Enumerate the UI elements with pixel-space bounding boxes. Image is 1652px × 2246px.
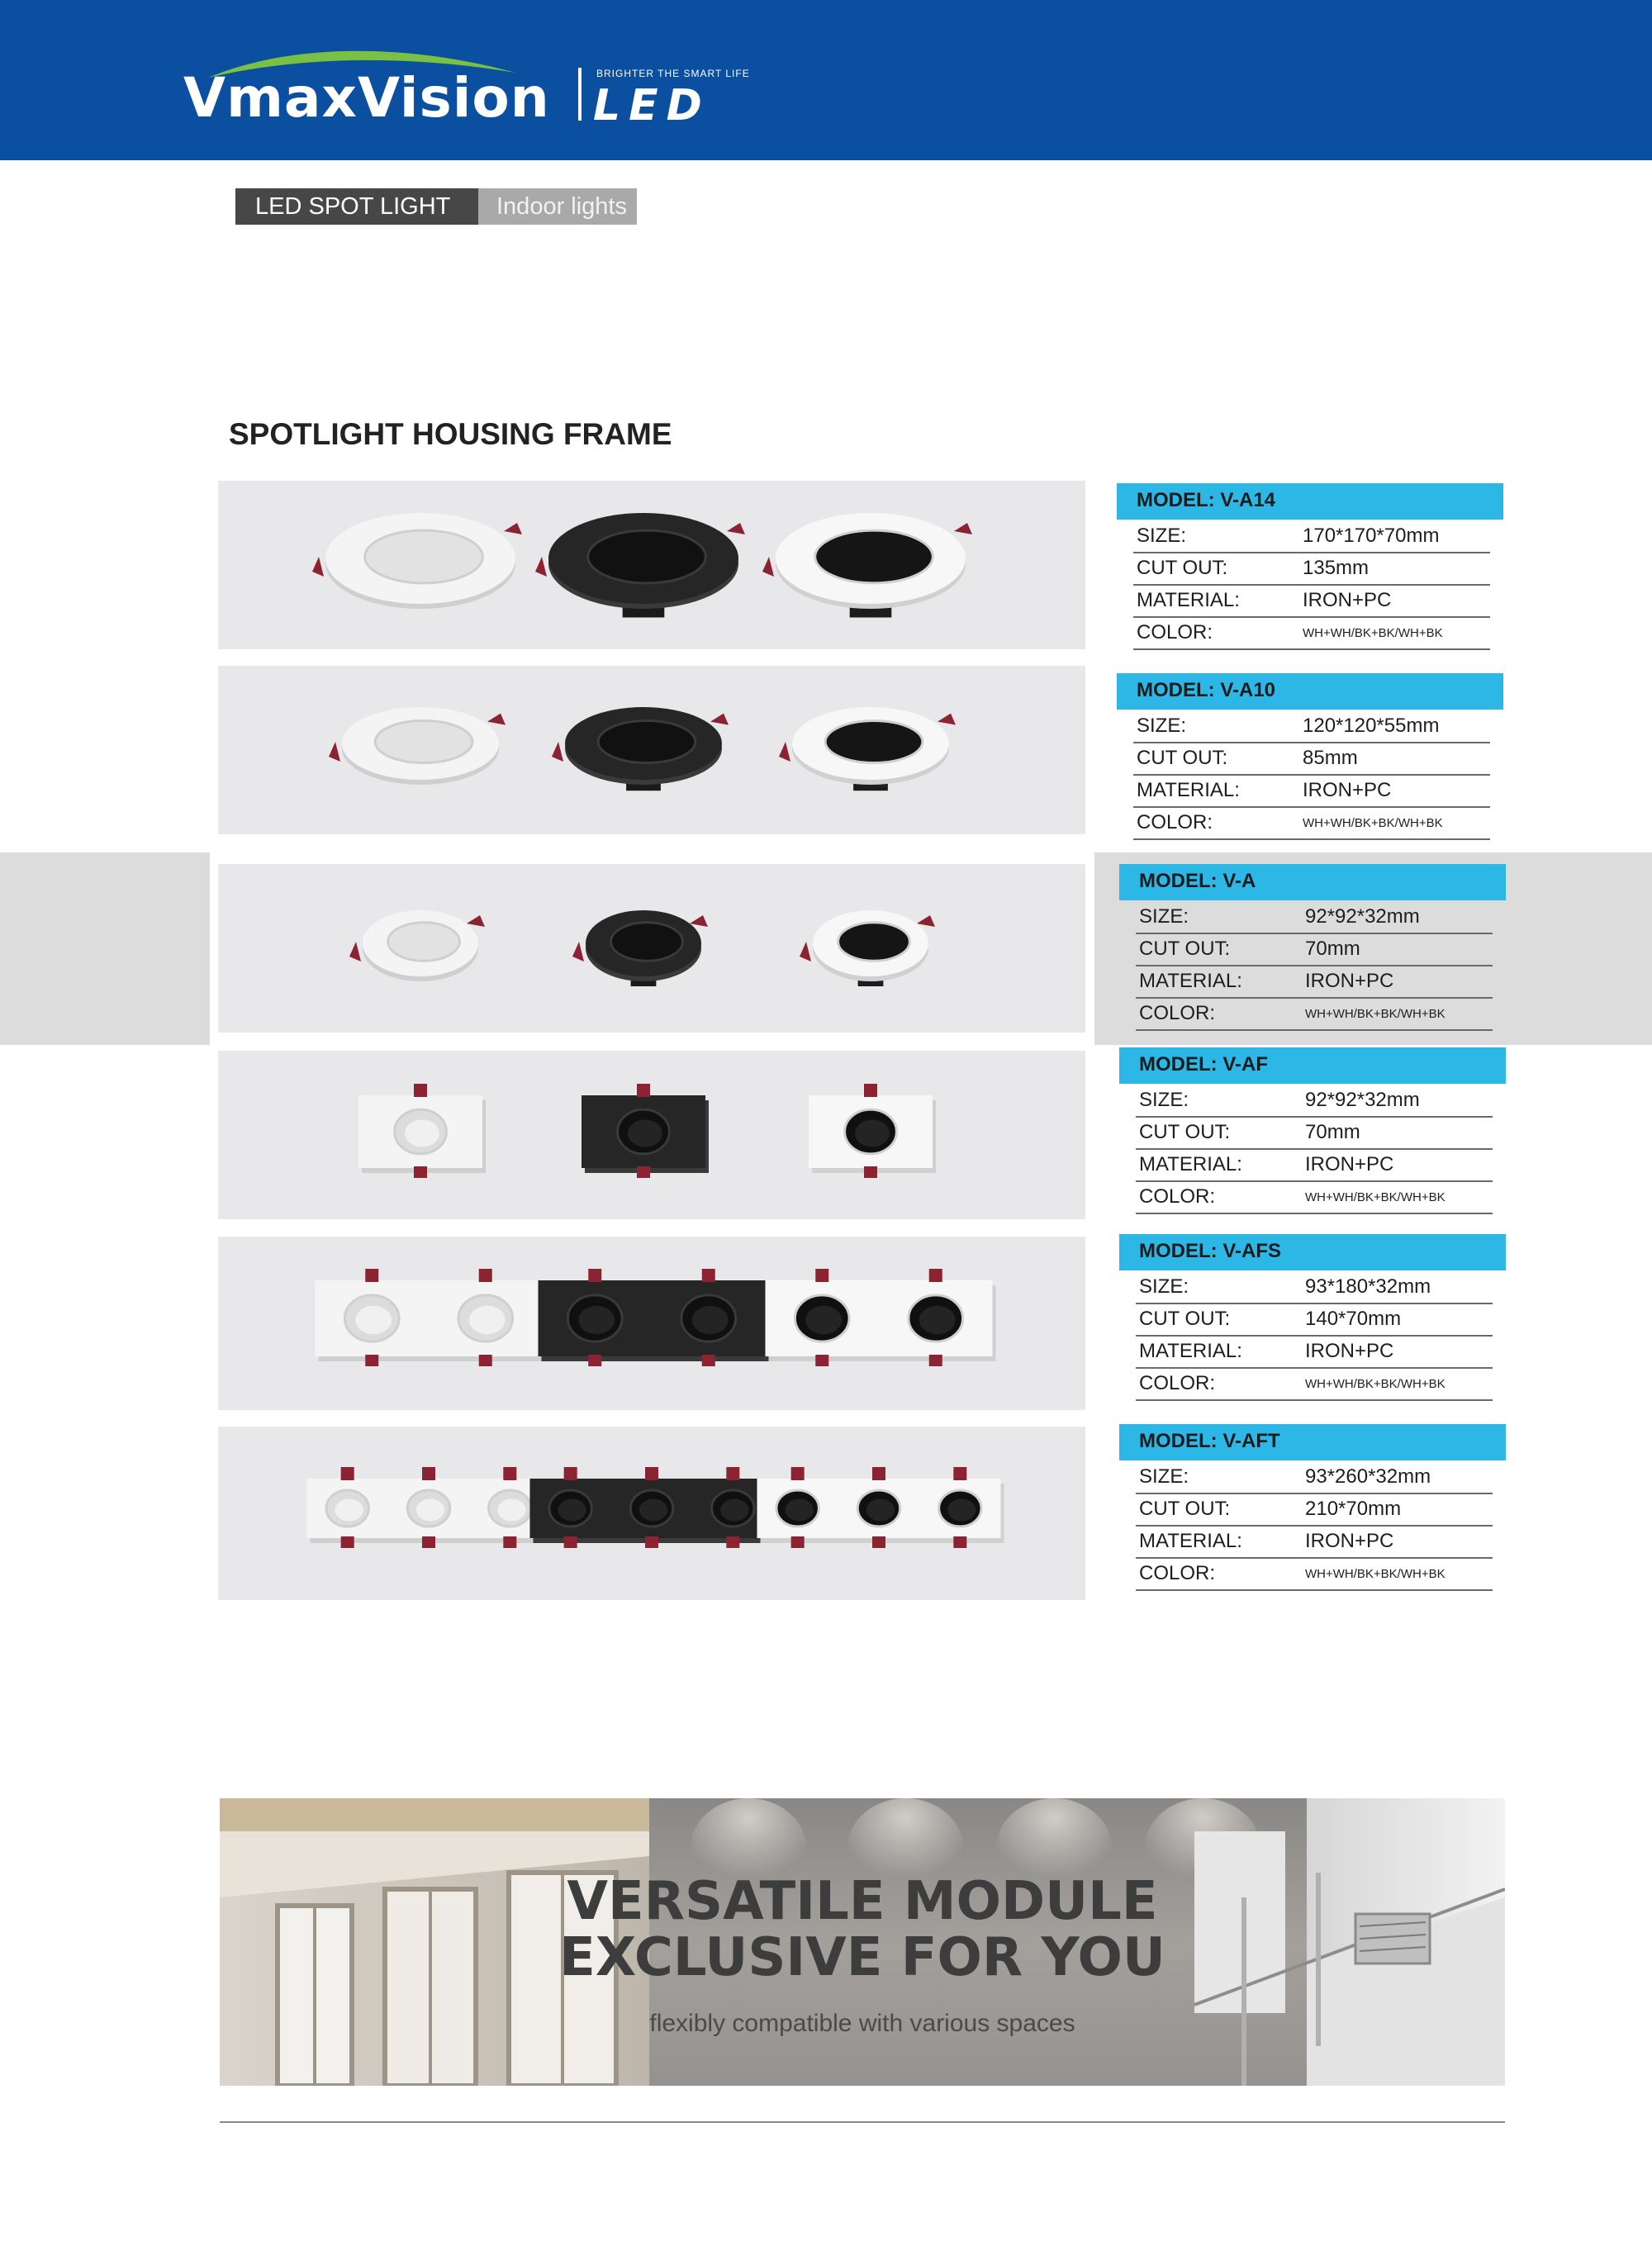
banner-headline-line2: EXCLUSIVE FOR YOU [559, 1927, 1165, 1988]
spring-clip [349, 942, 361, 962]
banner-headline-line1: VERSATILE MODULE [567, 1871, 1158, 1932]
spec-value: IRON+PC [1305, 1153, 1394, 1175]
spring-clip [645, 1467, 658, 1480]
spring-clip [815, 1355, 828, 1366]
spring-clip [487, 714, 506, 725]
reflector [838, 923, 910, 961]
logo-divider [578, 68, 582, 121]
lamp-hole-inner [919, 1306, 956, 1334]
model-label: MODEL: V-A14 [1137, 489, 1276, 511]
lamp-hole-inner [628, 1120, 662, 1147]
spec-label: COLOR: [1139, 1185, 1216, 1208]
breadcrumb-category[interactable]: LED SPOT LIGHT [235, 188, 478, 225]
spec-row-size [1133, 520, 1490, 553]
product-variant-black-black [582, 1084, 709, 1178]
spring-clip [637, 1166, 650, 1178]
spec-row-size [1133, 710, 1490, 743]
spec-label: SIZE: [1139, 1089, 1189, 1111]
spring-clip [503, 1536, 516, 1548]
spring-clip [588, 1355, 601, 1366]
spec-label: COLOR: [1137, 621, 1213, 643]
spec-row-material [1136, 965, 1493, 999]
spec-row-material [1136, 1335, 1493, 1369]
spec-value: 135mm [1303, 557, 1370, 579]
lamp-hole-inner [692, 1306, 729, 1334]
model-label: MODEL: V-AF [1139, 1053, 1268, 1076]
spec-label: MATERIAL: [1139, 1153, 1242, 1175]
lamp-hole-inner [405, 1120, 439, 1147]
spec-row-cutout [1136, 933, 1493, 966]
lamp-hole-inner [578, 1306, 615, 1334]
spec-label: SIZE: [1137, 715, 1187, 737]
spec-label: CUT OUT: [1137, 747, 1228, 769]
spec-value: WH+WH/BK+BK/WH+BK [1305, 1190, 1446, 1204]
spec-row-cutout [1133, 552, 1490, 586]
spec-value: WH+WH/BK+BK/WH+BK [1305, 1377, 1446, 1391]
lamp-hole-inner [416, 1499, 444, 1522]
product-photo-round-medium [218, 666, 1085, 834]
spring-clip [727, 523, 745, 534]
spring-clip [929, 1269, 942, 1282]
spring-clip [710, 714, 729, 725]
spring-clip [504, 523, 522, 534]
spec-value: IRON+PC [1305, 1530, 1394, 1552]
spec-row-color [1136, 1557, 1493, 1591]
spec-label: COLOR: [1139, 1002, 1216, 1024]
spec-label: MATERIAL: [1139, 970, 1242, 992]
spring-clip [588, 1269, 601, 1282]
reflector [598, 720, 695, 762]
lamp-hole-inner [805, 1306, 842, 1334]
spring-clip [953, 1536, 966, 1548]
spring-clip [503, 1467, 516, 1480]
product-variant-white-white [316, 1269, 546, 1366]
product-variant-white-black [762, 513, 972, 618]
spec-value: 93*260*32mm [1305, 1465, 1431, 1488]
spring-clip [690, 915, 708, 927]
product-variant-white-black [757, 1467, 1004, 1548]
spec-row-color [1136, 1180, 1493, 1214]
product-variant-white-white [329, 707, 506, 791]
spring-clip [341, 1536, 354, 1548]
lamp-hole-inner [720, 1499, 748, 1522]
model-label: MODEL: V-AFT [1139, 1430, 1280, 1452]
brand-name: VmaxVision [183, 66, 550, 130]
product-variant-white-black [766, 1269, 996, 1366]
spec-label: SIZE: [1139, 1275, 1189, 1298]
product-photo-rect-triple [218, 1427, 1085, 1600]
spring-clip [864, 1084, 877, 1097]
product-variant-white-black [809, 1084, 936, 1178]
spec-value: 210*70mm [1305, 1498, 1402, 1520]
spring-clip [726, 1467, 739, 1480]
spring-clip [762, 557, 774, 577]
model-label: MODEL: V-A10 [1137, 679, 1276, 701]
spec-row-size [1136, 1084, 1493, 1118]
model-label: MODEL: V-A [1139, 870, 1256, 892]
spec-value: IRON+PC [1303, 779, 1392, 801]
lamp-hole-inner [355, 1306, 392, 1334]
spring-clip [800, 942, 811, 962]
lamp-hole-inner [866, 1499, 895, 1522]
spring-clip [422, 1467, 435, 1480]
spec-label: COLOR: [1139, 1372, 1216, 1394]
spring-clip [414, 1084, 427, 1097]
spec-value: 70mm [1305, 1121, 1360, 1143]
product-photo-round-small [218, 864, 1085, 1033]
spec-row-size [1136, 1270, 1493, 1304]
model-bar [1117, 673, 1503, 710]
spring-clip [637, 1084, 650, 1097]
spec-row-color [1136, 997, 1493, 1031]
model-bar [1119, 1047, 1506, 1084]
model-bar [1119, 1424, 1506, 1460]
spec-label: SIZE: [1139, 1465, 1189, 1488]
spec-row-color [1133, 806, 1490, 840]
product-variant-black-black [572, 910, 708, 986]
spring-clip [312, 557, 324, 577]
spec-label: SIZE: [1137, 525, 1187, 547]
promo-banner [220, 1798, 1505, 2086]
spec-row-material [1133, 774, 1490, 808]
product-variant-white-white [307, 1467, 554, 1548]
product-variant-black-black [530, 1467, 777, 1548]
spring-clip [479, 1355, 492, 1366]
spec-label: CUT OUT: [1139, 1121, 1231, 1143]
spring-clip [414, 1166, 427, 1178]
spec-label: SIZE: [1139, 905, 1189, 928]
spring-clip [953, 1467, 966, 1480]
brand-logo [183, 48, 762, 139]
product-variant-black-black [539, 1269, 769, 1366]
spring-clip [864, 1166, 877, 1178]
spring-clip [815, 1269, 828, 1282]
spring-clip [329, 742, 340, 762]
spec-row-cutout [1136, 1493, 1493, 1527]
lamp-hole-inner [855, 1120, 890, 1147]
spec-value: 70mm [1305, 938, 1360, 960]
reflector [388, 923, 460, 961]
reflector [588, 530, 706, 583]
product-photo-rect-double [218, 1237, 1085, 1410]
model-bar [1119, 1234, 1506, 1270]
spec-row-material [1136, 1148, 1493, 1182]
spec-value: WH+WH/BK+BK/WH+BK [1305, 1567, 1446, 1581]
lamp-hole-inner [335, 1499, 363, 1522]
lamp-hole-inner [469, 1306, 506, 1334]
reflector [815, 530, 933, 583]
spring-clip [645, 1536, 658, 1548]
spec-value: 92*92*32mm [1305, 905, 1420, 928]
product-variant-white-black [779, 707, 956, 791]
spring-clip [872, 1467, 885, 1480]
spec-label: MATERIAL: [1137, 589, 1240, 611]
spring-clip [535, 557, 547, 577]
product-variant-white-white [349, 910, 485, 986]
spec-row-material [1133, 584, 1490, 618]
spring-clip [564, 1467, 577, 1480]
spring-clip [917, 915, 935, 927]
spring-clip [726, 1536, 739, 1548]
spring-clip [479, 1269, 492, 1282]
spec-label: CUT OUT: [1139, 938, 1231, 960]
spec-row-size [1136, 900, 1493, 934]
spring-clip [779, 742, 790, 762]
spec-row-color [1133, 616, 1490, 650]
spec-label: MATERIAL: [1137, 779, 1240, 801]
spec-label: CUT OUT: [1139, 1498, 1231, 1520]
spec-value: 93*180*32mm [1305, 1275, 1431, 1298]
product-variant-white-white [358, 1084, 486, 1178]
side-band-left [0, 852, 210, 1045]
reflector [375, 720, 472, 762]
spec-value: 140*70mm [1305, 1308, 1402, 1330]
product-variant-black-black [552, 707, 729, 791]
model-label: MODEL: V-AFS [1139, 1240, 1281, 1262]
spec-label: COLOR: [1137, 811, 1213, 833]
product-variant-white-white [312, 513, 522, 618]
lamp-hole-inner [558, 1499, 586, 1522]
spec-row-color [1136, 1367, 1493, 1401]
spec-row-cutout [1136, 1116, 1493, 1150]
breadcrumb-subcategory[interactable]: Indoor lights [478, 188, 637, 225]
spec-row-cutout [1133, 742, 1490, 776]
spec-value: WH+WH/BK+BK/WH+BK [1303, 626, 1443, 640]
brand-tagline: BRIGHTER THE SMART LIFE [596, 68, 750, 79]
product-variant-black-black [535, 513, 745, 618]
spring-clip [552, 742, 563, 762]
spec-value: 92*92*32mm [1305, 1089, 1420, 1111]
lamp-hole-inner [497, 1499, 525, 1522]
spec-value: 170*170*70mm [1303, 525, 1440, 547]
footer-divider [220, 2121, 1505, 2123]
product-photo-round-large [218, 481, 1085, 649]
spring-clip [938, 714, 956, 725]
spec-value: IRON+PC [1303, 589, 1392, 611]
spring-clip [791, 1536, 805, 1548]
spec-label: MATERIAL: [1139, 1340, 1242, 1362]
spring-clip [564, 1536, 577, 1548]
page-title: SPOTLIGHT HOUSING FRAME [229, 417, 672, 451]
spring-clip [702, 1355, 715, 1366]
spring-clip [467, 915, 485, 927]
spec-label: CUT OUT: [1139, 1308, 1231, 1330]
model-bar [1117, 483, 1503, 520]
page-header [0, 0, 1652, 160]
product-photo-square-single [218, 1051, 1085, 1219]
lamp-hole-inner [639, 1499, 667, 1522]
spec-label: COLOR: [1139, 1562, 1216, 1584]
model-bar [1119, 864, 1506, 900]
reflector [365, 530, 483, 583]
lamp-hole-inner [786, 1499, 814, 1522]
spec-label: CUT OUT: [1137, 557, 1228, 579]
product-variant-white-black [800, 910, 935, 986]
spec-row-size [1136, 1460, 1493, 1494]
spec-value: IRON+PC [1305, 970, 1394, 992]
banner-subtitle: flexibly compatible with various spaces [649, 2010, 1075, 2037]
spec-row-material [1136, 1525, 1493, 1559]
spring-clip [929, 1355, 942, 1366]
spec-label: MATERIAL: [1139, 1530, 1242, 1552]
led-wordmark: LED [593, 81, 710, 131]
spring-clip [954, 523, 972, 534]
spring-clip [791, 1467, 805, 1480]
spec-value: IRON+PC [1305, 1340, 1394, 1362]
lamp-hole-inner [947, 1499, 976, 1522]
spring-clip [572, 942, 584, 962]
spring-clip [422, 1536, 435, 1548]
spring-clip [341, 1467, 354, 1480]
spec-value: 85mm [1303, 747, 1358, 769]
reflector [825, 720, 923, 762]
spec-value: WH+WH/BK+BK/WH+BK [1303, 816, 1443, 830]
spring-clip [872, 1536, 885, 1548]
spring-clip [365, 1269, 378, 1282]
spring-clip [702, 1269, 715, 1282]
spring-clip [365, 1355, 378, 1366]
spec-value: 120*120*55mm [1303, 715, 1440, 737]
spec-value: WH+WH/BK+BK/WH+BK [1305, 1007, 1446, 1021]
spec-row-cutout [1136, 1303, 1493, 1337]
reflector [611, 923, 683, 961]
